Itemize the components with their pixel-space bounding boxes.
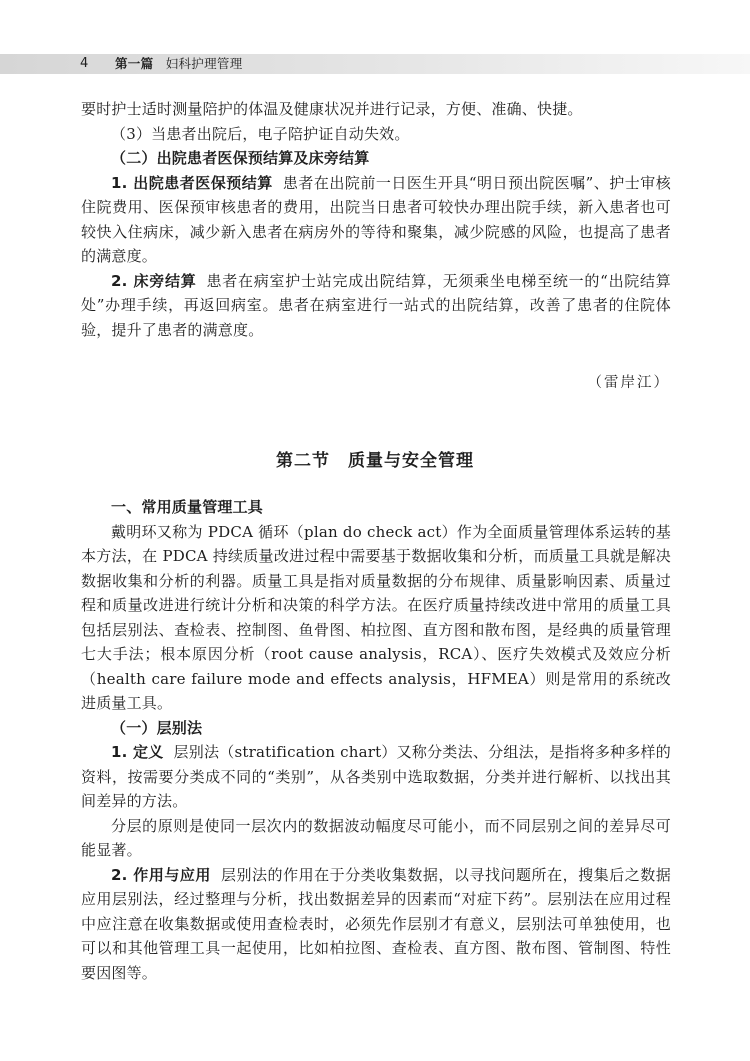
text-application: 层别法的作用在于分类收集数据，以寻找问题所在，搜集后之数据应用层别法，经过整理与分析，找出数据差异的因素而“对症下药”。层别法在应用过程中应注意在收集数据或使用查检表时，必须先作层别才有意义，层别法可单独使用，也可以和其他管理工具一起使用，比如柏拉图、查检表、直方图、散布图、管制图、特性要因图等。: [81, 865, 671, 982]
section-number: 第二节: [276, 451, 330, 471]
running-head-part: 第一篇: [115, 56, 154, 71]
running-head: [115, 55, 243, 73]
section-title: [0, 446, 750, 471]
author-credit: （雷岸江）: [587, 375, 670, 391]
top-text-block: [81, 97, 671, 342]
page-number: 4: [80, 56, 89, 71]
text-definition: 层别法（stratification chart）又称分类法、分组法，是指将多种多样的资料，按需要分类成不同的“类别”，从各类别中选取数据，分类并进行解析、以找出其间差异的方法。: [81, 743, 672, 810]
continued-paragraph: 要时护士适时测量陪护的体温及健康状况并进行记录，方便、准确、快捷。: [81, 100, 583, 118]
running-head-title: 妇科护理管理: [165, 56, 243, 71]
section-name: 质量与安全管理: [348, 451, 474, 471]
text-pre-settlement: 患者在出院前一日医生开具“明日预出院医嘱”、护士审核住院费用、医保预审核患者的费用，出院当日患者可较快办理出院手续，新入患者也可较快入住病床，减少新入患者在病房外的等待和聚集，减少院感的风险，也提高了患者的满意度。: [81, 173, 671, 265]
term-pre-settlement: 1. 出院患者医保预结算: [111, 173, 273, 192]
heading-quality-tools: 一、常用质量管理工具: [111, 498, 264, 516]
term-definition: 1. 定义: [111, 743, 164, 761]
list-item-3: （3）当患者出院后，电子陪护证自动失效。: [111, 124, 410, 143]
paragraph-application: [81, 863, 671, 986]
paragraph-definition: [81, 740, 671, 814]
paragraph-pdca-intro: 戴明环又称为 PDCA 循环（plan do check act）作为全面质量管理体系运转的基本方法，在 PDCA 持续质量改进过程中需要基于数据收集和分析，而质量工具就是解决数据收集和分析的利器。质量工具是指对质量数据的分布规律、质量影响因素、质量过程和质量改进进行统计分析和决策的科学方法。在医疗质量持续改进中常用的质量工具包括层别法、查检表、控制图、鱼骨图、柏拉图、直方图和散布图，是经典的质量管理七大手法；根本原因分析（root cause analysis，RCA）、医疗失效模式及效应分析（health care failure mode and effects analysis，HFMEA）则是常用的系统改进质量工具。: [81, 522, 671, 712]
subheading-settlement: （二）出院患者医保预结算及床旁结算: [111, 149, 370, 167]
paragraph-bedside-settlement: [81, 269, 671, 343]
term-bedside-settlement: 2. 床旁结算: [111, 271, 197, 290]
section-text-block: [81, 495, 671, 985]
text-bedside-settlement: 患者在病室护士站完成出院结算，无须乘坐电梯至统一的“出院结算处”办理手续，再返回病室。患者在病室进行一站式的出院结算，改善了患者的住院体验，提升了患者的满意度。: [81, 271, 672, 339]
running-header-band: [0, 54, 750, 74]
paragraph-principle: 分层的原则是使同一层次内的数据波动幅度尽可能小，而不同层别之间的差异尽可能显著。: [81, 816, 671, 859]
subheading-stratification: （一）层别法: [111, 718, 203, 737]
paragraph-pre-settlement: [81, 171, 671, 269]
term-application: 2. 作用与应用: [111, 865, 211, 884]
